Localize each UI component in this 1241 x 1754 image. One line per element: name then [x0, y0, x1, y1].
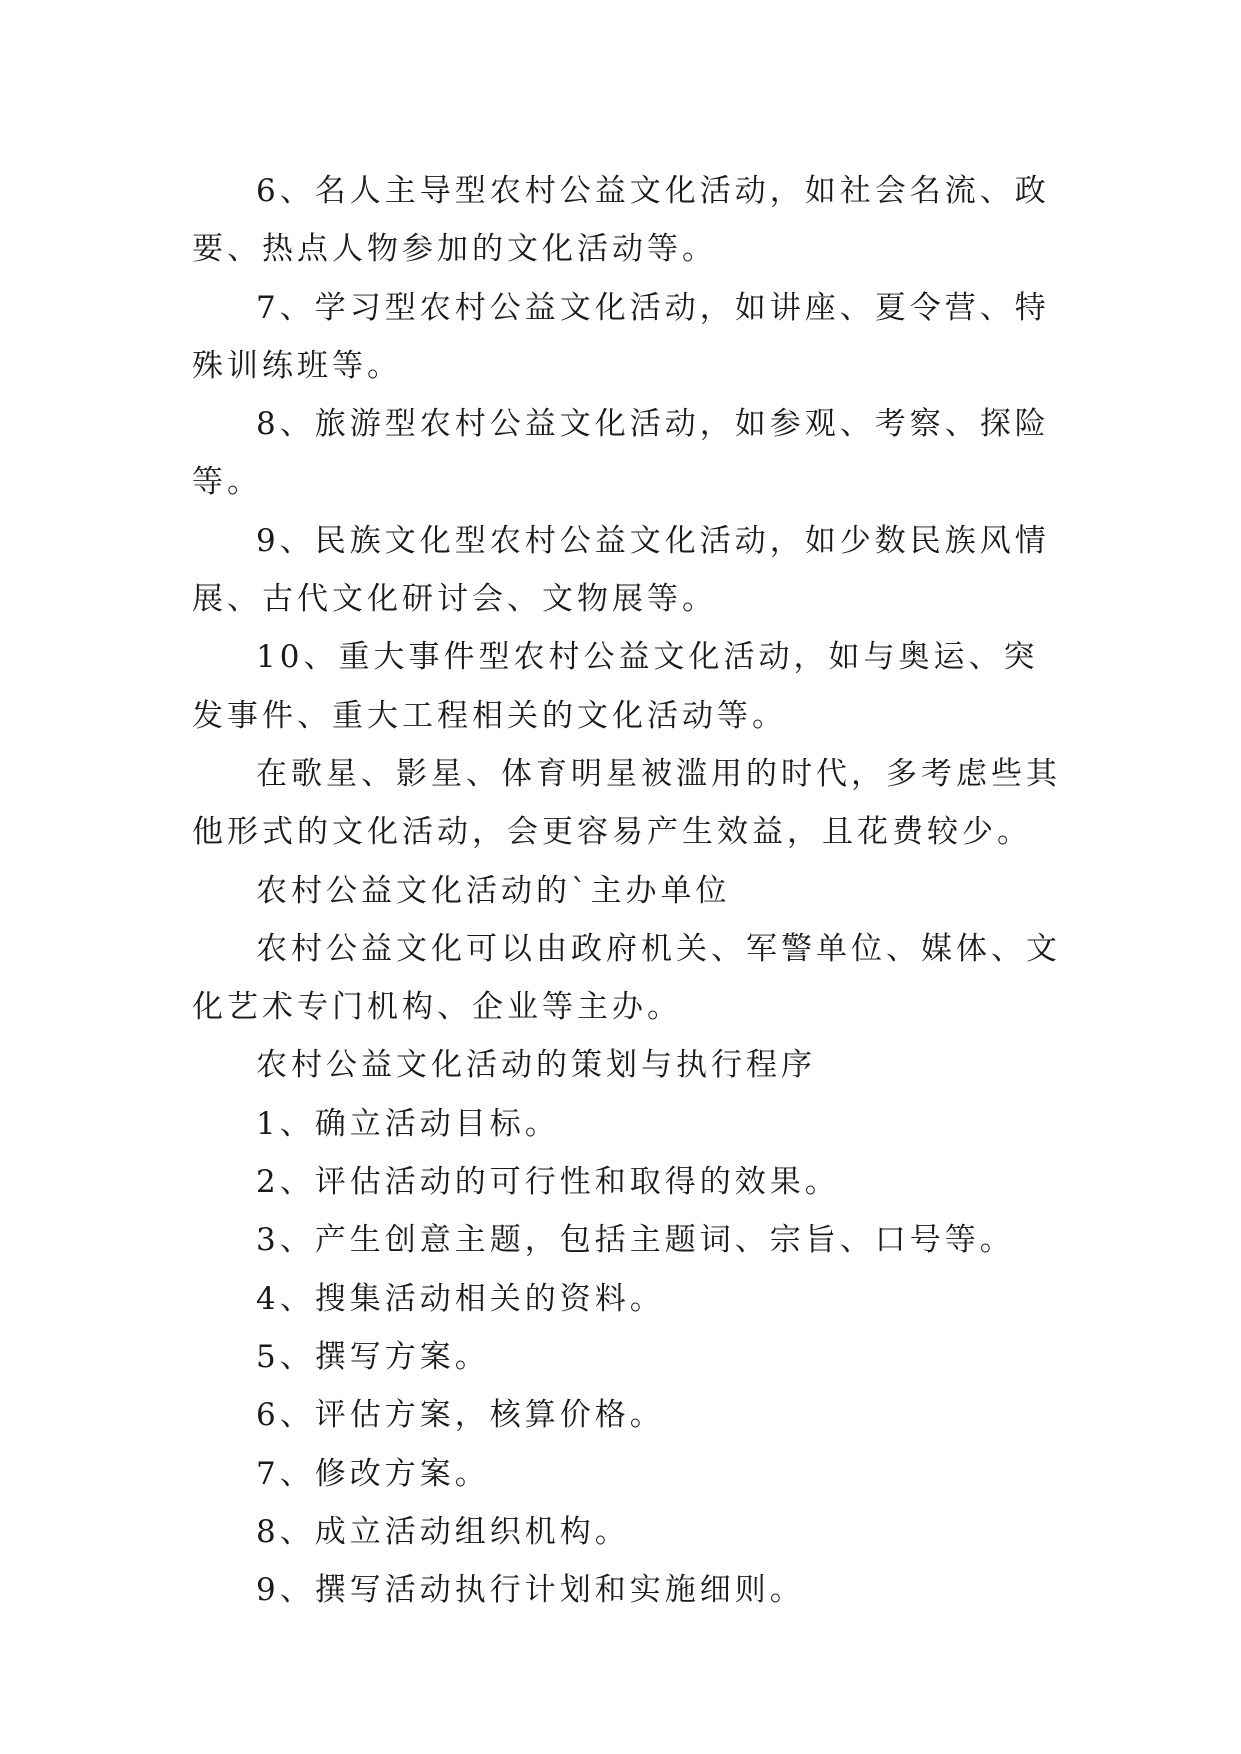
- procedure-step-7: 7、修改方案。: [256, 1455, 490, 1492]
- paragraph-celebrity-note: 在歌星、影星、体育明星被滥用的时代，多考虑些其他形式的文化活动，会更容易产生效益，且花费较少。: [192, 755, 1061, 851]
- paragraph-item-10-major-event: 10、重大事件型农村公益文化活动，如与奥运、突发事件、重大工程相关的文化活动等。: [192, 639, 1039, 734]
- procedure-step-9: 9、撰写活动执行计划和实施细则。: [256, 1572, 805, 1609]
- procedure-step-1: 1、确立活动目标。: [256, 1105, 560, 1142]
- procedure-step-3: 3、产生创意主题，包括主题词、宗旨、口号等。: [256, 1222, 1015, 1259]
- procedure-step-6: 6、评估方案，核算价格。: [256, 1397, 665, 1434]
- paragraph-item-7-learning: 7、学习型农村公益文化活动，如讲座、夏令营、特殊训练班等。: [192, 289, 1050, 384]
- procedure-step-4: 4、搜集活动相关的资料。: [256, 1280, 665, 1317]
- procedure-step-2: 2、评估活动的可行性和取得的效果。: [256, 1164, 840, 1201]
- procedure-step-8: 8、成立活动组织机构。: [256, 1513, 630, 1550]
- section-heading-procedure: 农村公益文化活动的策划与执行程序: [256, 1047, 816, 1084]
- paragraph-organizers: 农村公益文化可以由政府机关、军警单位、媒体、文化艺术专门机构、企业等主办。: [192, 930, 1061, 1026]
- paragraph-item-6-celebrity: 6、名人主导型农村公益文化活动，如社会名流、政要、热点人物参加的文化活动等。: [192, 173, 1050, 268]
- document-body: [192, 162, 1072, 1619]
- paragraph-item-9-ethnic: 9、民族文化型农村公益文化活动，如少数民族风情展、古代文化研讨会、文物展等。: [192, 522, 1050, 618]
- procedure-step-5: 5、撰写方案。: [256, 1338, 490, 1375]
- section-heading-organizers: 农村公益文化活动的`主办单位: [256, 872, 731, 909]
- paragraph-item-8-tourism: 8、旅游型农村公益文化活动，如参观、考察、探险等。: [192, 406, 1050, 501]
